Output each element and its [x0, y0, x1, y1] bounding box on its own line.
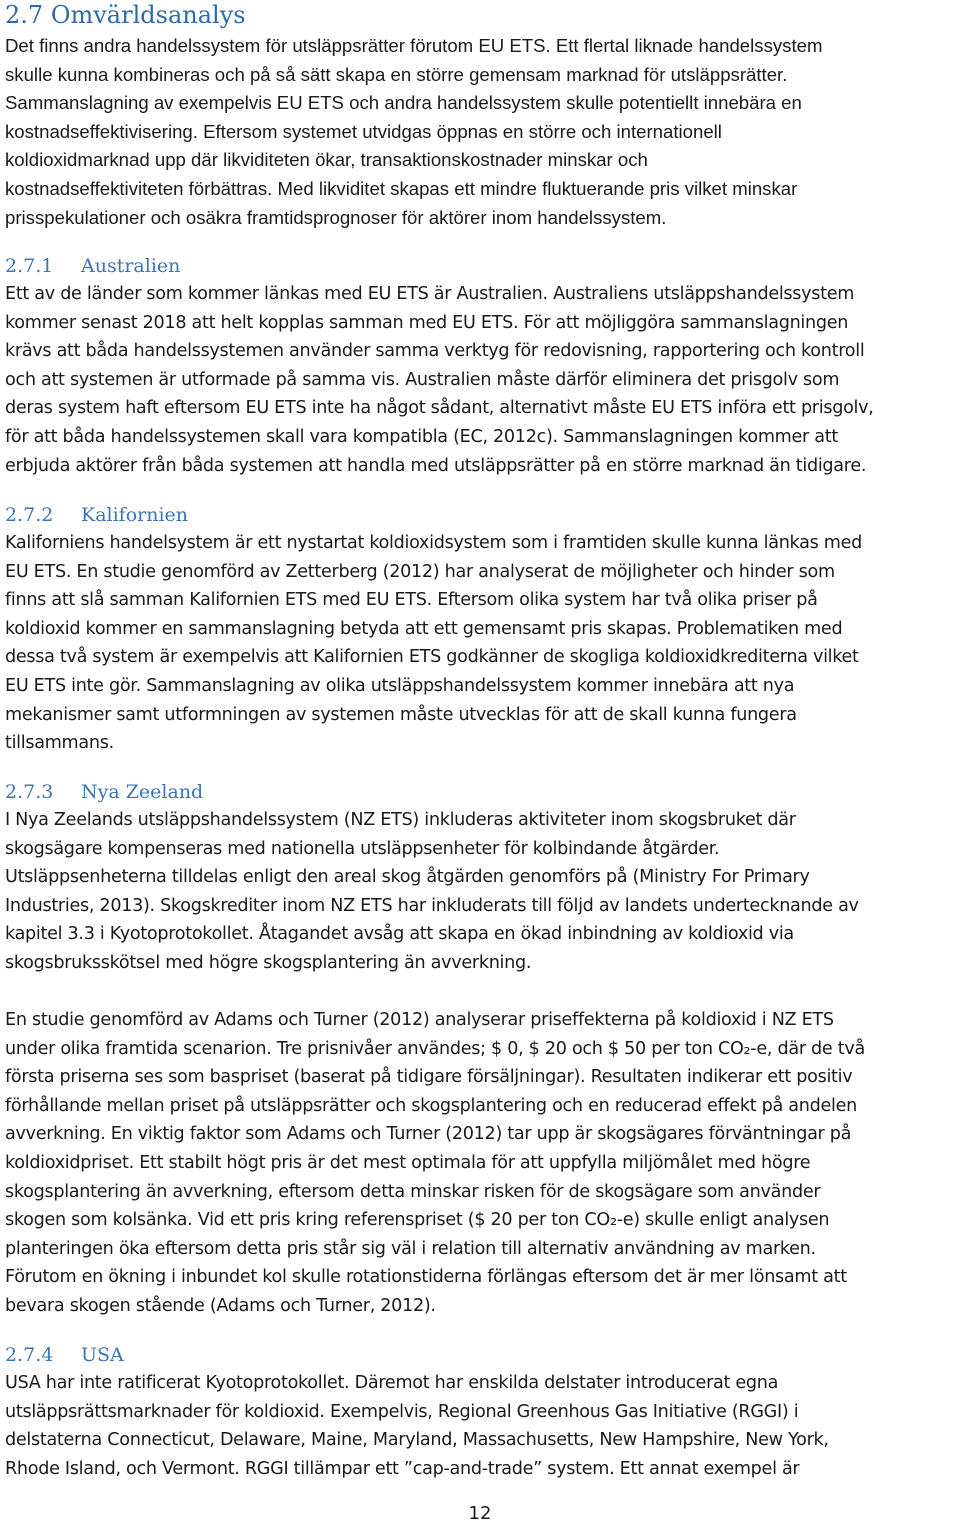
text-line: Ett av de länder som kommer länkas med EU ETS är Australien. Australiens utsläppshandelssystem — [5, 284, 855, 304]
text-line: EU ETS inte gör. Sammanslagning av olika utsläppshandelssystem kommer innebära att nya — [5, 675, 795, 696]
subsection-heading-usa — [5, 1342, 124, 1368]
subsection-heading-nya-zeeland — [5, 779, 203, 805]
text-line: första priserna ses som baspriset (baserat på tidigare försäljningar). Resultaten indikerar ett positiv — [5, 1067, 853, 1088]
text-line: koldioxidmarknad upp där likviditeten ökar, transaktionskostnader minskar och — [5, 149, 648, 171]
section-heading-number: 2.7 — [5, 1, 44, 29]
text-line: mekanismer samt utformningen av systemen måste utvecklas för att de skall kunna fungera — [5, 704, 797, 725]
subsection-number: 2.7.3 — [5, 781, 54, 803]
subsection-number: 2.7.4 — [5, 1344, 54, 1366]
text-line: skogsbruksskötsel med högre skogsplantering än avverkning. — [5, 952, 532, 973]
text-line: USA har inte ratificerat Kyotoprotokollet. Däremot har enskilda delstater introducerat egna — [5, 1373, 779, 1393]
text-line: I Nya Zeelands utsläppshandelssystem (NZ ETS) inkluderas aktiviteter inom skogsbruket där — [5, 810, 796, 830]
page-number: 12 — [468, 1503, 492, 1524]
paragraph-nya-zeeland-1 — [5, 806, 957, 978]
text-line: Rhode Island, och Vermont. RGGI tillämpar ett ”cap-and-trade” system. Ett annat exempel är — [5, 1458, 800, 1479]
paragraph-australien — [5, 280, 957, 480]
text-line: kostnadseffektivisering. Eftersom systemet utvidgas öppnas en större och internationell — [5, 120, 722, 142]
subsection-title: Nya Zeeland — [81, 781, 204, 803]
intro-paragraph — [5, 32, 957, 232]
text-line: erbjuda aktörer från båda systemen att handla med utsläppsrätter på en större marknad än tidigare. — [5, 455, 867, 476]
text-line: skogsplantering än avverkning, eftersom detta minskar risken för de skogsägare som använder — [5, 1181, 821, 1202]
text-line: och att systemen är utformade på samma vis. Australien måste därför eliminera det prisgolv som — [5, 369, 840, 390]
text-line: krävs att båda handelssystemen använder samma verktyg för redovisning, rapportering och kontroll — [5, 341, 865, 362]
text-line: skogsägare kompenseras med nationella utsläppsenheter för kolbindande åtgärder. — [5, 838, 720, 859]
text-line: skogen som kolsänka. Vid ett pris kring referenspriset ($ 20 per ton CO₂-e) skulle enligt analysen — [5, 1210, 830, 1231]
text-line: koldioxidpriset. Ett stabilt högt pris är det mest optimala för att uppfylla miljömålet med högre — [5, 1152, 811, 1173]
text-line: förhållande mellan priset på utsläppsrätter och skogsplantering och en reducerad effekt på andelen — [5, 1095, 857, 1116]
text-line: delstaterna Connecticut, Delaware, Maine, Maryland, Massachusetts, New Hampshire, New York, — [5, 1430, 829, 1451]
text-line: Industries, 2013). Skogskrediter inom NZ ETS har inkluderats till följd av landets undertecknande av — [5, 895, 859, 916]
text-line: för att båda handelssystemen skall vara kompatibla (EC, 2012c). Sammanslagningen kommer att — [5, 426, 838, 447]
paragraph-nya-zeeland-2 — [5, 1006, 957, 1321]
text-line: skulle kunna kombineras och på så sätt skapa en större gemensam marknad för utsläppsrätter. — [5, 63, 788, 85]
subsection-title: Australien — [81, 255, 181, 277]
text-line: kapitel 3.3 i Kyotoprotokollet. Åtagandet avsåg att skapa en ökad inbindning av koldioxid via — [5, 924, 794, 945]
text-line: Det finns andra handelssystem för utsläppsrätter förutom EU ETS. Ett flertal liknade handelssystem — [5, 35, 823, 56]
text-line: EU ETS. En studie genomförd av Zetterberg (2012) har analyserat de möjligheter och hinder som — [5, 561, 835, 582]
paragraph-kalifornien — [5, 529, 957, 758]
section-heading-title: Omvärldsanalys — [50, 1, 246, 29]
text-line: bevara skogen stående (Adams och Turner, 2012). — [5, 1295, 436, 1316]
text-line: En studie genomförd av Adams och Turner (2012) analyserar priseffekterna på koldioxid i NZ ETS — [5, 1010, 834, 1030]
text-line: Sammanslagning av exempelvis EU ETS och andra handelssystem skulle potentiellt innebära en — [5, 92, 802, 114]
text-line: dessa två system är exempelvis att Kalifornien ETS godkänner de skogliga koldioxidkrediterna vilket — [5, 647, 859, 668]
text-line: utsläppsrättsmarknader för koldioxid. Exempelvis, Regional Greenhous Gas Initiative (RGGI) i — [5, 1401, 799, 1422]
text-line: Kaliforniens handelsystem är ett nystartat koldioxidsystem som i framtiden skulle kunna länkas med — [5, 533, 863, 553]
text-line: under olika framtida scenarion. Tre prisnivåer användes; $ 0, $ 20 och $ 50 per ton CO₂-e, där de två — [5, 1038, 865, 1059]
subsection-heading-kalifornien — [5, 502, 188, 528]
text-line: kostnadseffektiviteten förbättras. Med likviditet skapas ett mindre fluktuerande pris vilket minskar — [5, 177, 798, 199]
subsection-heading-australien — [5, 253, 180, 279]
text-line: avverkning. En viktig faktor som Adams och Turner (2012) tar upp är skogsägares förväntningar på — [5, 1124, 852, 1145]
text-line: koldioxid kommer en sammanslagning betyda att ett gemensamt pris skapas. Problematiken med — [5, 618, 843, 639]
text-line: Förutom en ökning i inbundet kol skulle rotationstiderna förlängas eftersom det är mer lönsamt att — [5, 1267, 847, 1288]
text-line: finns att slå samman Kalifornien ETS med EU ETS. Eftersom olika system har två olika priser på — [5, 590, 818, 611]
text-line: prisspekulationer och osäkra framtidsprognoser för aktörer inom handelssystem. — [5, 206, 667, 228]
section-heading — [5, 0, 246, 30]
paragraph-usa — [5, 1369, 957, 1483]
text-line: planteringen öka eftersom detta pris står sig väl i relation till alternativ användning av marken. — [5, 1238, 816, 1259]
text-line: kommer senast 2018 att helt kopplas samman med EU ETS. För att möjliggöra sammanslagningen — [5, 312, 849, 333]
text-line: Utsläppsenheterna tilldelas enligt den areal skog åtgärden genomförs på (Ministry For Primary — [5, 867, 810, 888]
subsection-number: 2.7.1 — [5, 255, 54, 277]
subsection-title: USA — [81, 1344, 124, 1366]
subsection-number: 2.7.2 — [5, 504, 54, 526]
text-line: deras system haft eftersom EU ETS inte ha något sådant, alternativt måste EU ETS införa ett prisgolv, — [5, 398, 874, 419]
subsection-title: Kalifornien — [81, 504, 189, 526]
text-line: tillsammans. — [5, 733, 114, 754]
